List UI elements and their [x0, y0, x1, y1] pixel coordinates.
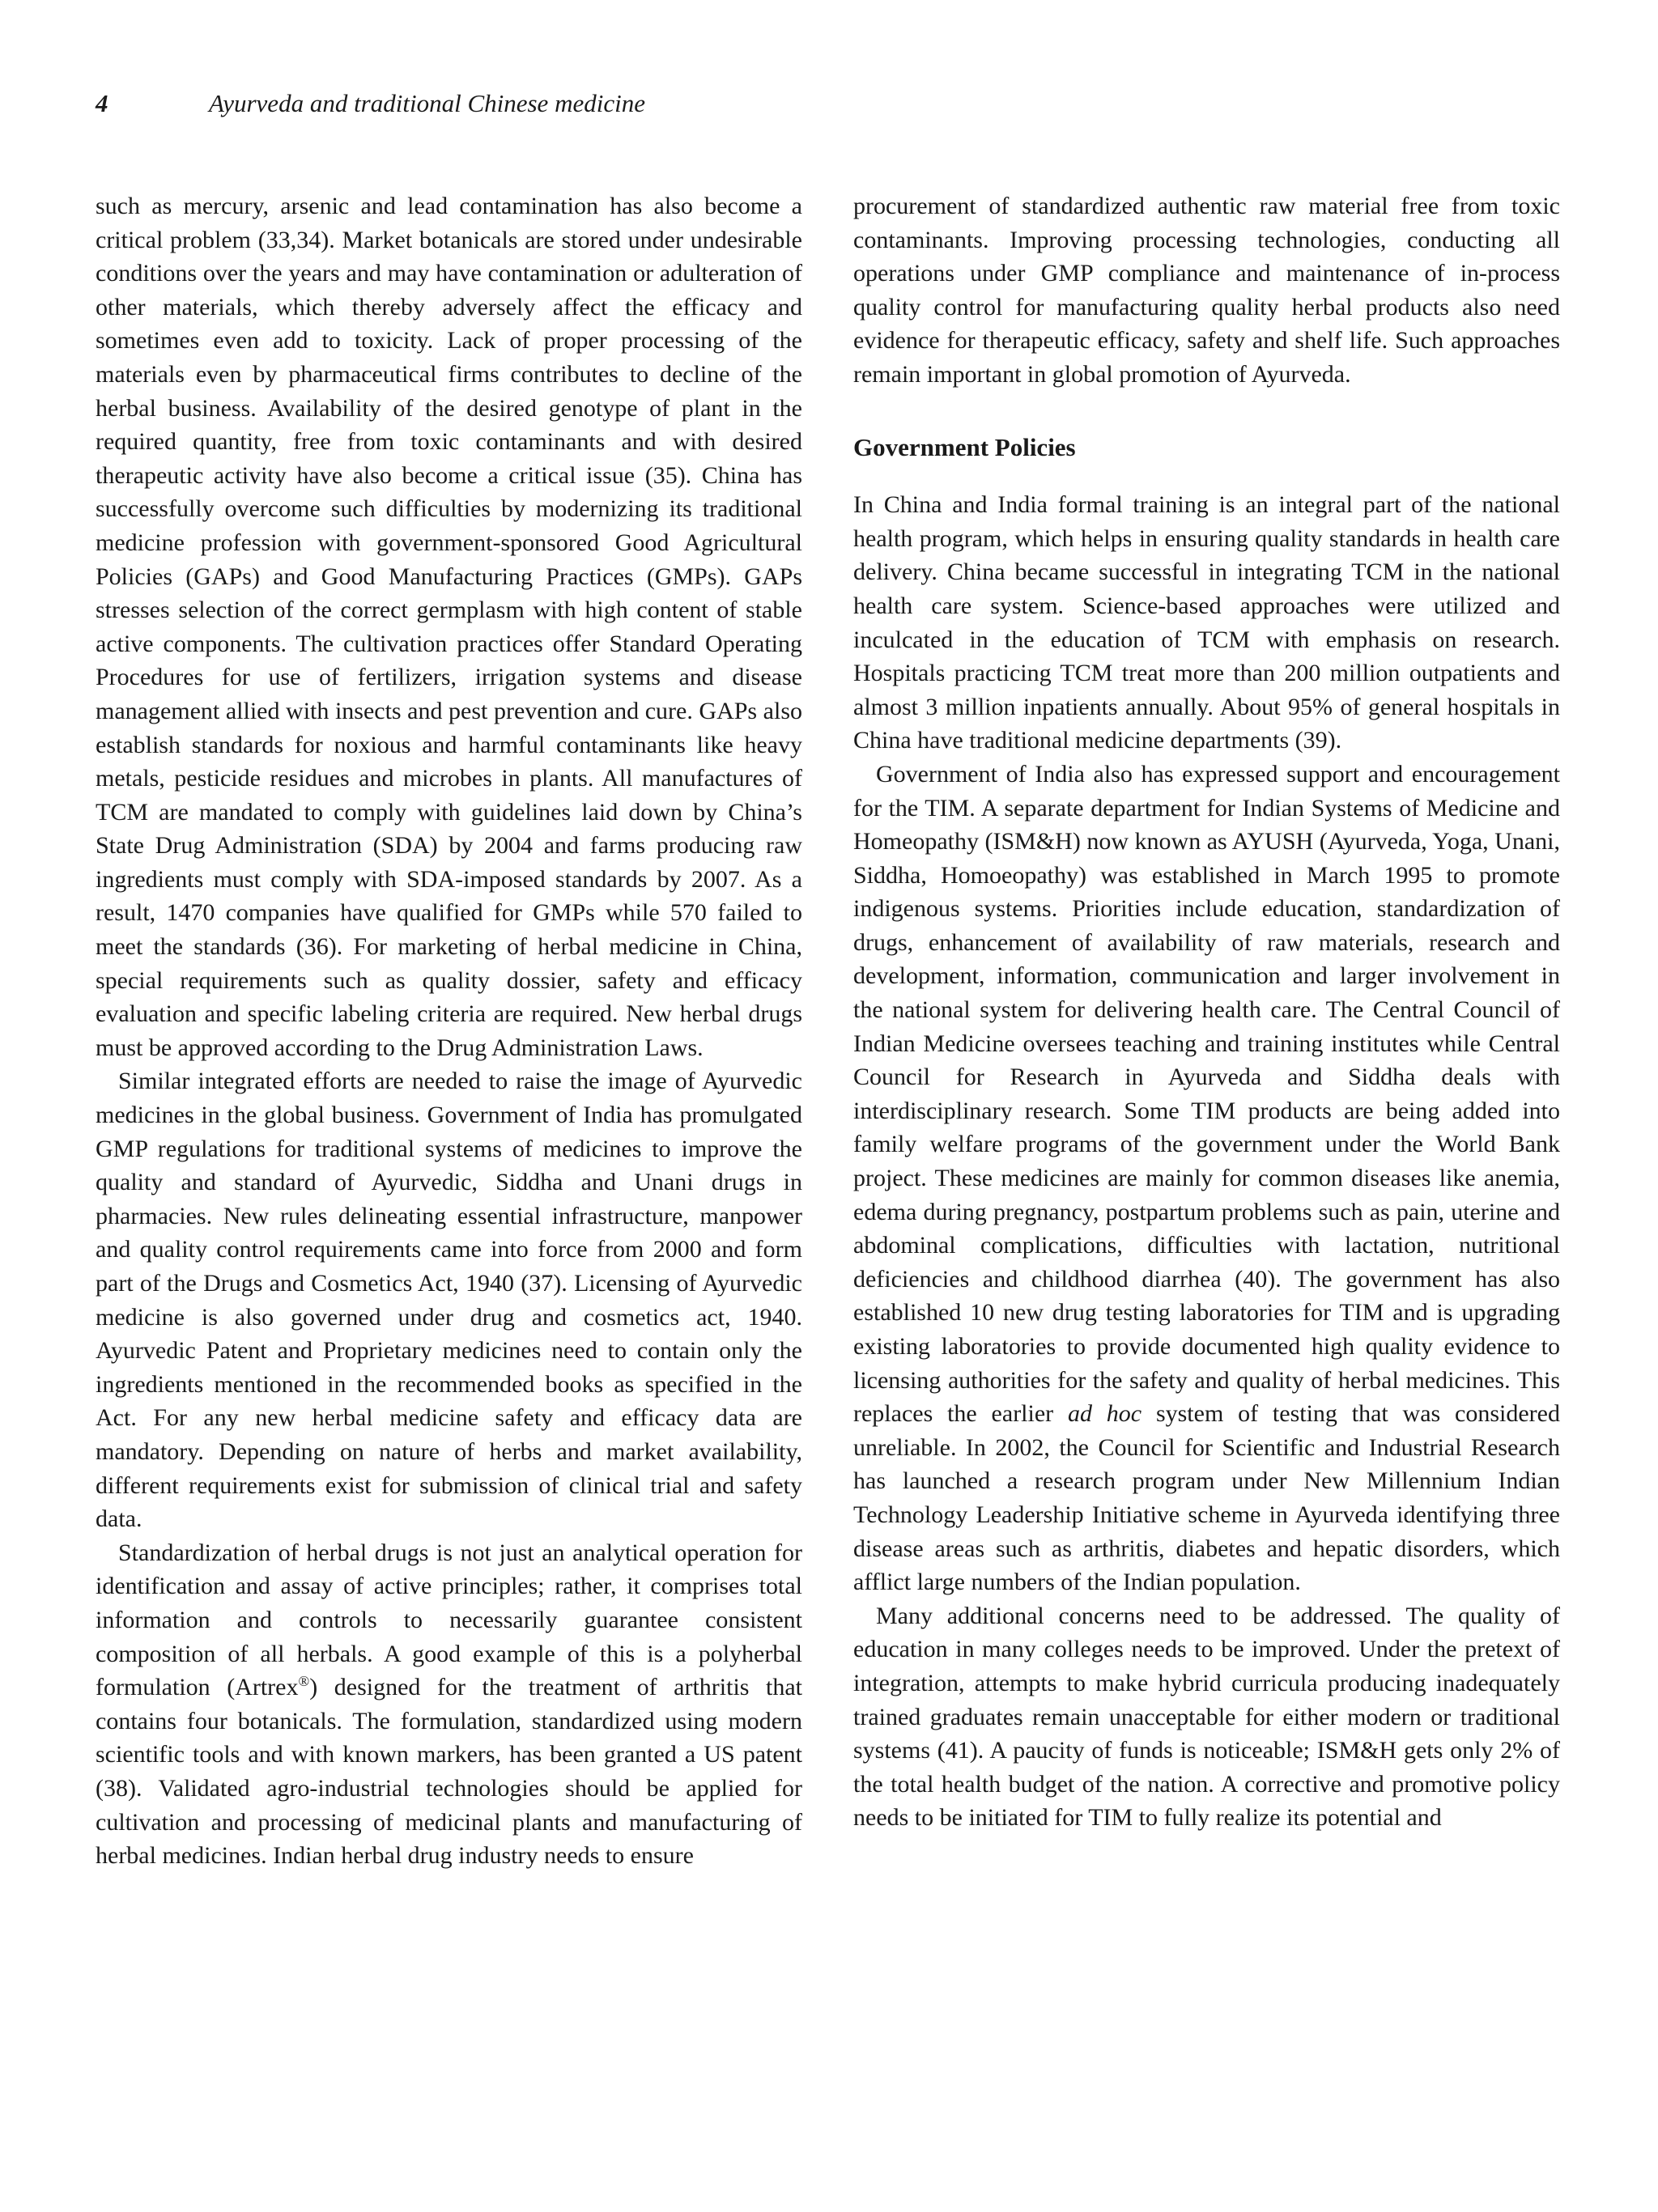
- paragraph-procurement: procurement of standardized authentic raw material free from toxic contaminants. Improving processing technologies, conducting all operations under GMP compliance and maintenance of in-process quality control for manufacturing quality herbal products also need evidence for therapeutic efficacy, safety and shelf life. Such approaches remain important in global promotion of Ayurveda.: [853, 193, 1560, 388]
- paragraph-standardization: [96, 1536, 802, 1873]
- paragraph-government-support: [853, 758, 1560, 1599]
- right-column: [853, 189, 1560, 1835]
- registered-mark: ®: [298, 1673, 310, 1690]
- paragraph-formal-training: In China and India formal training is an integral part of the national health program, which helps in ensuring quality standards in health care delivery. China became successful in integrating TCM in the national health care system. Science-based approaches were utilized and inculcated in the education of TCM with emphasis on research. Hospitals practicing TCM treat more than 200 million outpatients and almost 3 million inpatients annually. About 95% of general hospitals in China have traditional medicine departments (39).: [853, 491, 1560, 754]
- paragraph-contamination: such as mercury, arsenic and lead contamination has also become a critical problem (33,34). Market botanicals are stored under undesirable conditions over the years and may have contamination or adulteration of other materials, which thereby adversely affect the efficacy and sometimes even add to toxicity. Lack of proper processing of the materials even by pharmaceutical firms contributes to decline of the herbal business. Availability of the desired genotype of plant in the required quantity, free from toxic contaminants and with desired therapeutic activity have also become a critical issue (35). China has successfully overcome such difficulties by modernizing its traditional medicine profession with government-sponsored Good Agricultural Policies (GAPs) and Good Manufacturing Practices (GMPs). GAPs stresses selection of the correct germplasm with high content of stable active components. The cultivation practices offer Standard Operating Procedures for use of fertilizers, irrigation systems and disease management allied with insects and pest prevention and cure. GAPs also establish standards for noxious and harmful contaminants like heavy metals, pesticide residues and microbes in plants. All manufactures of TCM are mandated to comply with guidelines laid down by China’s State Drug Administration (SDA) by 2004 and farms producing raw ingredients must comply with SDA-imposed standards by 2007. As a result, 1470 companies have qualified for GMPs while 570 failed to meet the standards (36). For marketing of herbal medicine in China, special requirements such as quality dossier, safety and efficacy evaluation and specific labeling criteria are required. New herbal drugs must be approved according to the Drug Administration Laws.: [96, 193, 802, 1061]
- text-span: Standardization of herbal drugs is not just an analytical operation for identification and assay of active principles; rather, it comprises total information and controls to necessarily guarantee consistent composition of all herbals. A good example of this is a polyherbal formulation (Artrex: [96, 1539, 802, 1701]
- running-head: [96, 89, 645, 118]
- paragraph-additional-concerns: Many additional concerns need to be addressed. The quality of education in many colleges needs to be improved. Under the pretext of integration, attempts to make hybrid curricula producing inadequately trained graduates remain unacceptable for either modern or traditional systems (41). A paucity of funds is noticeable; ISM&H gets only 2% of the total health budget of the nation. A corrective and promotive policy needs to be initiated for TIM to fully realize its potential and: [853, 1602, 1560, 1832]
- text-span: system of testing that was considered unreliable. In 2002, the Council for Scientific and Industrial Research has launched a research program under New Millennium Indian Technology Leadership Initiative scheme in Ayurveda identifying three disease areas such as arthritis, diabetes and hepatic disorders, which afflict large numbers of the Indian population.: [853, 1400, 1560, 1596]
- page-number: 4: [96, 89, 108, 117]
- text-span: ) designed for the treatment of arthritis that contains four botanicals. The formulation, standardized using modern scientific tools and with known markers, has been granted a US patent (38). Validated agro-industrial technologies should be applied for cultivation and processing of medicinal plants and manufacturing of herbal medicines. Indian herbal drug industry needs to ensure: [96, 1674, 803, 1870]
- section-heading-government-policies: Government Policies: [853, 432, 1076, 461]
- running-title: Ayurveda and traditional Chinese medicine: [209, 89, 645, 117]
- italic-ad-hoc: ad hoc: [1067, 1400, 1142, 1428]
- left-column: [96, 189, 802, 1873]
- text-span: Government of India also has expressed support and encouragement for the TIM. A separate department for Indian Systems of Medicine and Homeopathy (ISM&H) now known as AYUSH (Ayurveda, Yoga, Unani, Siddha, Homoeopathy) was established in March 1995 to promote indigenous systems. Priorities include education, standardization of drugs, enhancement of availability of raw materials, research and development, information, communication and larger involvement in the national system for delivering health care. The Central Council of Indian Medicine oversees teaching and training institutes while Central Council for Research in Ayurveda and Siddha deals with interdisciplinary research. Some TIM products are being added into family welfare programs of the government under the World Bank project. These medicines are mainly for common diseases like anemia, edema during pregnancy, postpartum problems such as pain, uterine and abdominal complications, difficulties with lactation, nutritional deficiencies and childhood diarrhea (40). The government has also established 10 new drug testing laboratories for TIM and is upgrading existing laboratories to provide documented high quality evidence to licensing authorities for the safety and quality of herbal medicines. This replaces the earlier: [853, 760, 1560, 1428]
- paragraph-integrated-efforts: Similar integrated efforts are needed to raise the image of Ayurvedic medicines in the global business. Government of India has promulgated GMP regulations for traditional systems of medicines to improve the quality and standard of Ayurvedic, Siddha and Unani drugs in pharmacies. New rules delineating essential infrastructure, manpower and quality control requirements came into force from 2000 and form part of the Drugs and Cosmetics Act, 1940 (37). Licensing of Ayurvedic medicine is also governed under drug and cosmetics act, 1940. Ayurvedic Patent and Proprietary medicines need to contain only the ingredients mentioned in the recommended books as specified in the Act. For any new herbal medicine safety and efficacy data are mandatory. Depending on nature of herbs and market availability, different requirements exist for submission of clinical trial and safety data.: [96, 1068, 802, 1533]
